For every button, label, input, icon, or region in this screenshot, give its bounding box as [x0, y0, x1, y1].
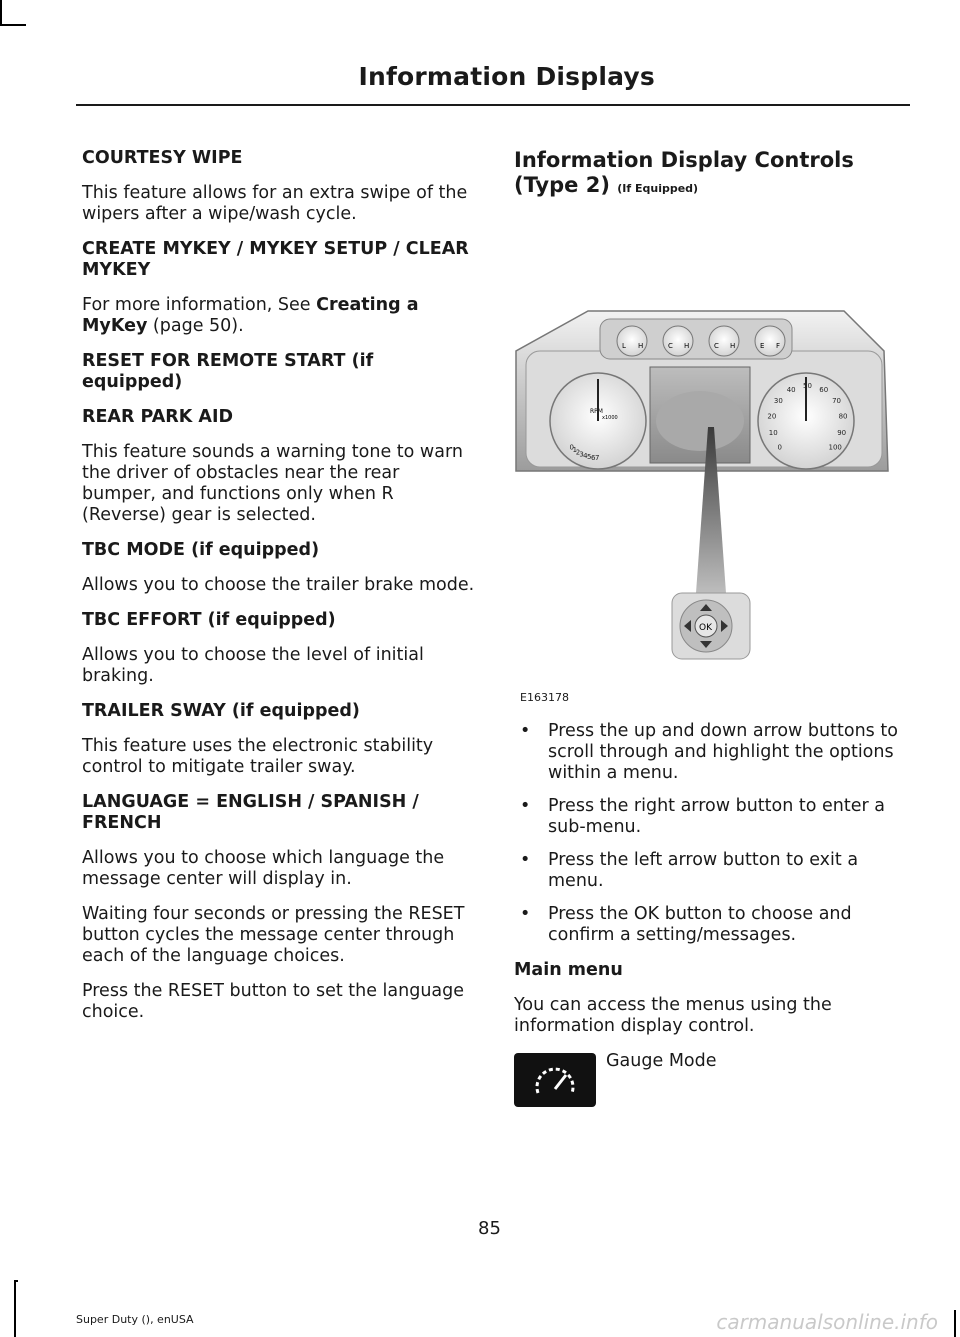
- small-gauge-low: C: [714, 342, 719, 350]
- language-wait-text: Waiting four seconds or pressing the RESET button cycles the message center through each of the language choices.: [82, 904, 465, 966]
- header-rule: [76, 104, 910, 106]
- speedo-tick-label: 60: [819, 385, 829, 394]
- language-heading: LANGUAGE = ENGLISH / SPANISH / FRENCH: [82, 792, 419, 833]
- gauge-mode-row: [514, 1051, 914, 1111]
- speedo-tick-label: 0: [777, 443, 782, 452]
- tach-tick-label: 4: [583, 452, 588, 460]
- courtesy-wipe-text: This feature allows for an extra swipe of the wipers after a wipe/wash cycle.: [82, 183, 468, 224]
- small-gauge: [755, 326, 785, 356]
- tachometer: [550, 373, 646, 469]
- crop-mark: [0, 0, 2, 26]
- footer-text: Super Duty (), enUSA: [76, 1313, 194, 1326]
- list-item: • Press the OK button to choose and confirm a setting/messages.: [514, 904, 914, 946]
- trailer-sway-heading: TRAILER SWAY (if equipped): [82, 701, 360, 721]
- trailer-sway-text: This feature uses the electronic stability control to mitigate trailer sway.: [82, 736, 434, 777]
- small-gauge-low: C: [668, 342, 673, 350]
- speedo-tick-label: 40: [786, 385, 796, 394]
- watermark: carmanualsonline.info: [716, 1310, 938, 1334]
- list-item: • Press the right arrow button to enter a sub-menu.: [514, 796, 914, 838]
- tach-tick-label: 1: [572, 446, 578, 455]
- page-number: 85: [478, 1218, 501, 1239]
- info-display-control-pad[interactable]: [672, 593, 750, 659]
- courtesy-wipe-heading: COURTESY WIPE: [82, 148, 243, 168]
- crop-mark: [0, 24, 26, 26]
- remote-start-heading: RESET FOR REMOTE START (if equipped): [82, 351, 374, 392]
- speedo-tick-label: 80: [838, 412, 848, 421]
- small-gauge: [709, 326, 739, 356]
- crop-mark: [14, 1280, 18, 1282]
- speedo-tick-label: 70: [832, 396, 842, 405]
- speedo-tick-label: 100: [828, 443, 842, 452]
- section-heading: [514, 148, 914, 201]
- tbc-mode-text: Allows you to choose the trailer brake mode.: [82, 575, 475, 595]
- tbc-mode-heading: TBC MODE (if equipped): [82, 540, 320, 560]
- small-gauge: [617, 326, 647, 356]
- section-heading-tag: (If Equipped): [617, 182, 699, 195]
- control-instructions: [514, 721, 914, 946]
- gauge-mode-icon: [514, 1053, 596, 1107]
- tach-tick-label: 2: [575, 448, 581, 457]
- speedometer: [758, 373, 854, 469]
- rpm-scale: x1000: [602, 415, 618, 421]
- mykey-text-post: (page 50).: [147, 316, 244, 336]
- instrument-cluster-figure: [514, 201, 914, 711]
- tbc-effort-heading: TBC EFFORT (if equipped): [82, 610, 336, 630]
- mykey-heading: CREATE MYKEY / MYKEY SETUP / CLEAR MYKEY: [82, 239, 469, 280]
- language-set-text: Press the RESET button to set the language choice.: [82, 981, 465, 1022]
- ok-button-label: OK: [699, 623, 712, 633]
- small-gauge-low: E: [760, 342, 765, 350]
- speedo-tick-label: 90: [837, 429, 847, 438]
- small-gauge: [663, 326, 693, 356]
- mykey-link[interactable]: Creating a MyKey: [82, 295, 419, 336]
- tbc-effort-text: Allows you to choose the level of initial braking.: [82, 645, 424, 686]
- instrument-cluster-illustration: [514, 201, 914, 711]
- rear-park-heading: REAR PARK AID: [82, 407, 234, 427]
- list-item: • Press the up and down arrow buttons to scroll through and highlight the options within a menu.: [514, 721, 914, 784]
- gauge-mode-label: Gauge Mode: [606, 1051, 717, 1071]
- speedo-tick-label: 10: [768, 429, 778, 438]
- list-item: • Press the left arrow button to exit a menu.: [514, 850, 914, 892]
- page-title: Information Displays: [358, 62, 655, 91]
- rear-park-text: This feature sounds a warning tone to warn the driver of obstacles near the rear bumper, and functions only when R (Reverse) gear is selected.: [82, 442, 463, 525]
- crop-mark: [14, 1280, 16, 1337]
- tach-tick-label: 5: [587, 453, 592, 462]
- small-gauge-high: H: [730, 342, 736, 350]
- speedo-tick-label: 30: [773, 396, 783, 405]
- mykey-text: [82, 295, 477, 337]
- figure-code: E163178: [520, 691, 569, 704]
- tach-tick-label: 3: [579, 450, 584, 459]
- small-gauge-high: H: [684, 342, 690, 350]
- crop-mark: [954, 1310, 956, 1337]
- left-column: [82, 148, 477, 1037]
- small-gauge-low: L: [622, 342, 626, 350]
- rpm-label: RPM: [590, 408, 603, 415]
- tach-tick-label: 0: [569, 443, 574, 452]
- small-gauge-high: F: [776, 342, 781, 350]
- right-column: [514, 148, 914, 1111]
- mykey-text-pre: For more information, See: [82, 295, 317, 315]
- small-gauge-high: H: [638, 342, 644, 350]
- language-text: Allows you to choose which language the message center will display in.: [82, 848, 445, 889]
- center-display-glare: [656, 391, 744, 451]
- tach-tick-label: 6: [591, 453, 596, 462]
- main-menu-text: You can access the menus using the information display control.: [514, 995, 832, 1036]
- speedo-tick-label: 20: [767, 412, 777, 421]
- speedo-tick-label: 50: [803, 382, 812, 390]
- main-menu-heading: Main menu: [514, 960, 623, 980]
- section-heading-text: Information Display Controls (Type 2): [514, 148, 854, 197]
- tach-tick-label: 7: [595, 454, 600, 462]
